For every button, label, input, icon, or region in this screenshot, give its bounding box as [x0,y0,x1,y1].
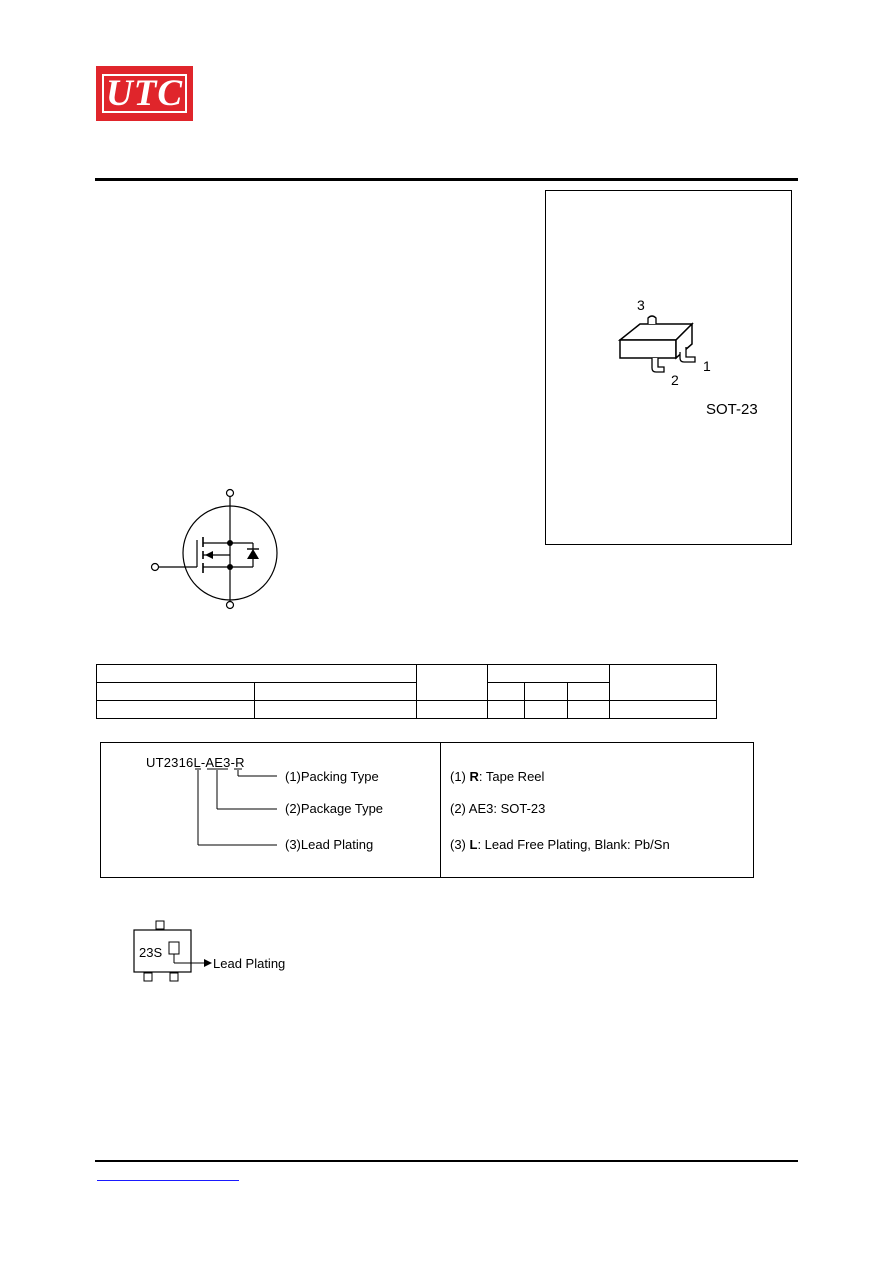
table-cell [568,701,610,719]
table-cell [255,701,417,719]
table-cell [610,701,717,719]
package-name: SOT-23 [706,401,758,418]
table-cell [525,701,568,719]
desc-prefix: (2) AE3: SOT-23 [450,801,546,816]
desc-key: L [469,837,478,852]
header-rule [95,178,798,181]
table-cell [610,665,717,701]
field-package-type: (2)Package Type [285,801,384,816]
sot23-package-drawing [600,300,720,395]
desc-packing [450,769,544,784]
logo-text: UTC [106,73,183,114]
field-packing-type: (1)Packing Type [285,769,379,784]
mosfet-symbol [145,485,285,615]
table-cell [488,701,525,719]
marking-code: 23S [139,945,163,960]
table-cell [255,683,417,701]
field-lead-plating: (3)Lead Plating [285,837,374,852]
table-cell [97,701,255,719]
marking-lead-plating-label: Lead Plating [213,956,286,971]
table-row [97,665,717,683]
logo-frame [102,74,187,113]
pin-3-label: 3 [637,297,645,313]
desc-prefix: (3) [450,837,470,852]
utc-logo [96,66,193,121]
desc-lead-plating [450,837,670,852]
ordering-table [96,664,717,719]
desc-package [450,801,545,816]
desc-prefix: (1) [450,769,470,784]
table-cell [488,683,525,701]
table-cell [417,665,488,701]
decode-divider [440,742,441,878]
part-number: UT2316L-AE3-R [146,755,245,770]
pin-1-label: 1 [703,358,711,374]
decode-leader-lines [195,768,285,850]
table-cell [488,665,610,683]
table-cell [97,683,255,701]
table-cell [417,701,488,719]
table-cell [525,683,568,701]
desc-rest: : Lead Free Plating, Blank: Pb/Sn [477,837,670,852]
footer-link[interactable] [97,1180,239,1181]
table-cell [97,665,417,683]
pin-2-label: 2 [671,372,679,388]
table-row [97,701,717,719]
footer-rule [95,1160,798,1162]
table-cell [568,683,610,701]
desc-rest: : Tape Reel [478,769,545,784]
desc-key: R [469,769,479,784]
